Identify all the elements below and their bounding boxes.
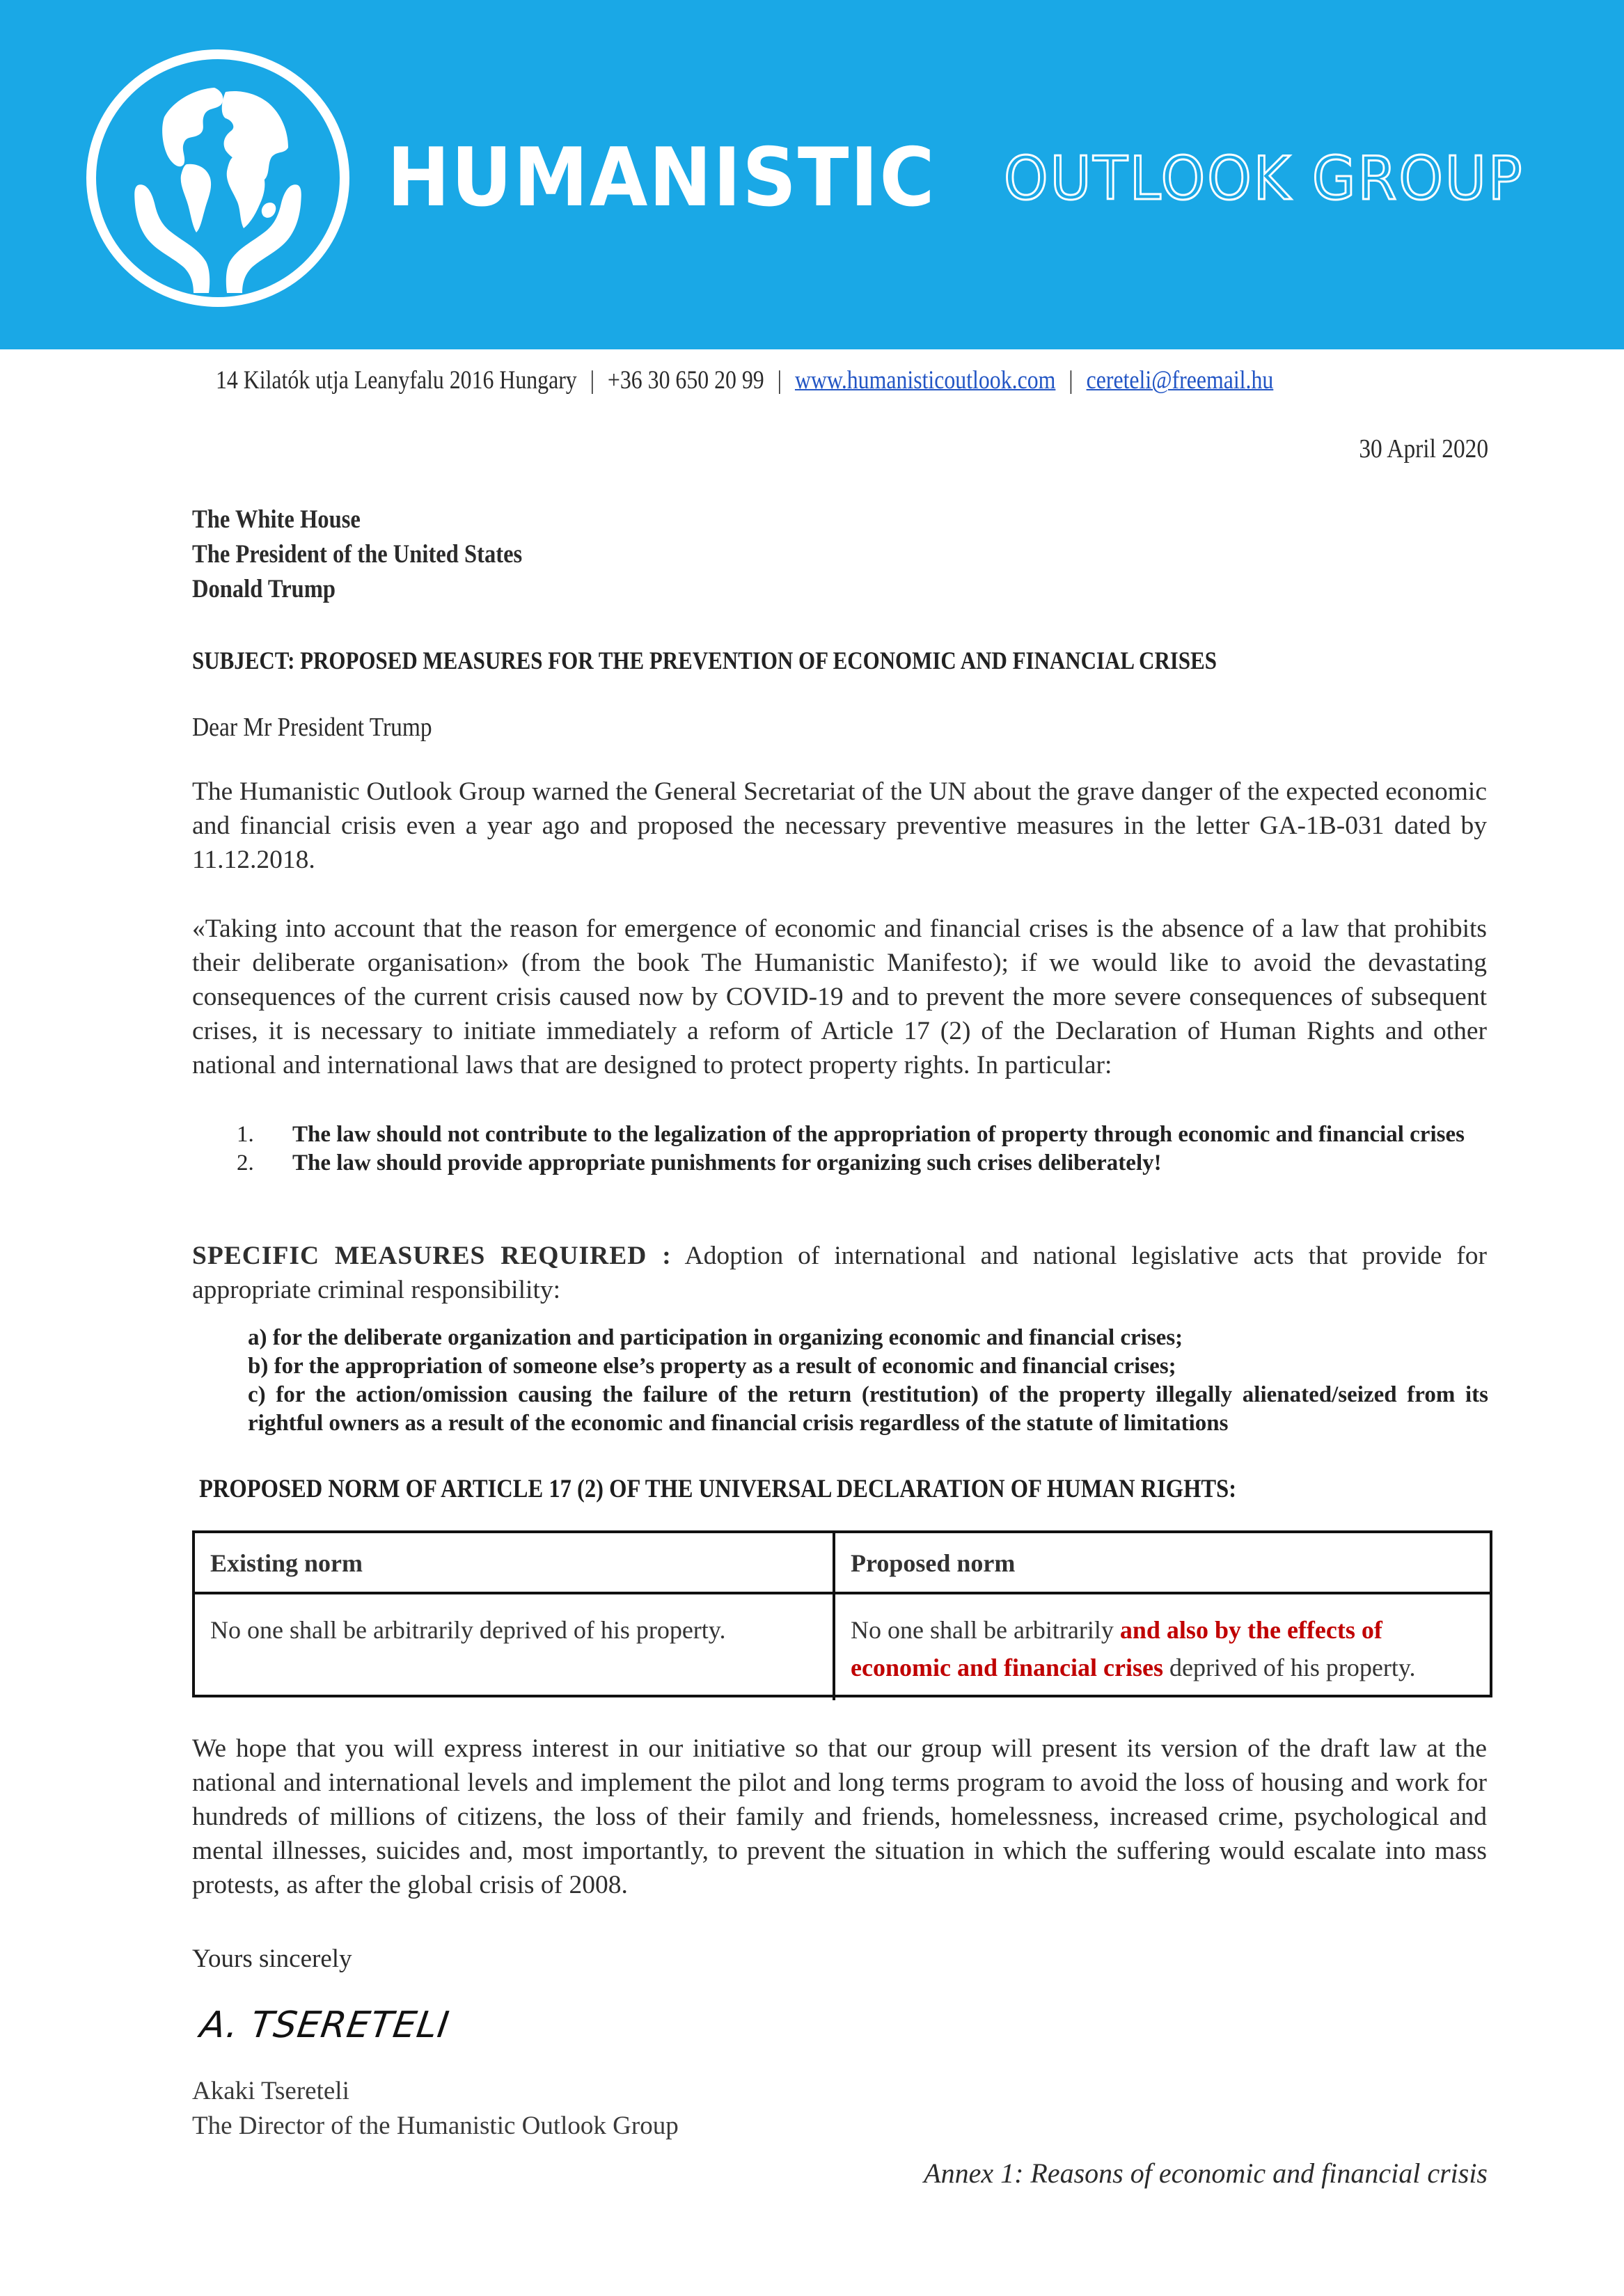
list-number: 2. [237,1150,254,1175]
annex-note: Annex 1: Reasons of economic and financial crisis [924,2158,1488,2189]
website-link[interactable]: www.humanisticoutlook.com [794,366,1056,395]
salutation: Dear Mr President Trump [192,713,432,742]
brand-name-bold: HUMANISTIC [387,131,936,225]
list-item [237,1149,1490,1178]
subject-line: SUBJECT: PROPOSED MEASURES FOR THE PREVENTION OF ECONOMIC AND FINANCIAL CRISES [192,647,1217,674]
recipient-line: The President of the United States [192,540,523,569]
recipient-block [192,502,1332,607]
list-item: b) for the appropriation of someone else’s property as a result of economic and financial crises; [248,1354,1176,1379]
signer-block [192,2074,1487,2144]
measures-lead: SPECIFIC MEASURES REQUIRED : [192,1242,672,1270]
proposed-norm-text [835,1594,1490,1700]
list-text: The law should not contribute to the legalization of the appropriation of property through economic and financial crises [292,1122,1465,1147]
paragraph-hope: We hope that you will express interest in our initiative so that our group will present its version of the draft law at the national and international levels and implement the pilot and long terms program to avoid the loss of housing and work for hundreds of millions of citizens, the loss of their family and friends, homelessness, increased crime, psychological and mental illnesses, suicides and, most importantly, to prevent the situation in which the suffering would escalate into mass protests, as after the global crisis of 2008. [192,1734,1487,1899]
closing: Yours sincerely [192,1945,352,1973]
list-item: c) for the action/omission causing the failure of the return (restitution) of the property illegally alienated/seized from its rightful owners as a result of the economic and financial crisis regardless of the statute of limitations [248,1382,1488,1436]
proposed-highlight: and also by the effects of economic and financial crises [851,1616,1382,1681]
header-existing: Existing norm [195,1533,835,1592]
phone: +36 30 650 20 99 [607,366,764,395]
separator: | [777,366,782,395]
address: 14 Kilatók utja Leanyfalu 2016 Hungary [216,366,577,395]
brand-name-light: OUTLOOK GROUP [1004,144,1524,214]
email-link[interactable]: cereteli@freemail.hu [1086,366,1274,395]
proposed-before: No one shall be arbitrarily [851,1616,1120,1644]
proposed-after: deprived of his property. [1162,1654,1416,1681]
list-item [237,1121,1490,1149]
paragraph-warning: The Humanistic Outlook Group warned the General Secretariat of the UN about the grave danger of the expected economic and financial crisis even a year ago and proposed the necessary preventive measures in the letter GA-1B-031 dated by 11.12.2018. [192,777,1487,874]
existing-norm-text: No one shall be arbitrarily deprived of his property. [195,1594,835,1700]
header-proposed: Proposed norm [851,1549,1016,1577]
list-number: 1. [237,1122,254,1147]
signer-title: The Director of the Humanistic Outlook Group [192,2112,679,2140]
globe-in-hands-icon [82,46,354,310]
letter-date: 30 April 2020 [1359,434,1488,464]
measures-list [248,1324,1488,1438]
numbered-list [237,1121,1490,1178]
norm-heading: PROPOSED NORM OF ARTICLE 17 (2) OF THE UNIVERSAL DECLARATION OF HUMAN RIGHTS: [199,1475,1237,1503]
list-item: a) for the deliberate organization and participation in organizing economic and financial crises; [248,1325,1183,1350]
signer-name: Akaki Tsereteli [192,2077,349,2105]
recipient-line: The White House [192,505,361,534]
contact-line [216,363,1273,398]
letterhead-banner [0,0,1624,349]
separator: | [1069,366,1073,395]
specific-measures [192,1239,1487,1307]
table-header-row [195,1533,1490,1594]
separator: | [590,366,595,395]
recipient-line: Donald Trump [192,575,336,603]
list-text: The law should provide appropriate punishments for organizing such crises deliberately! [292,1150,1162,1175]
signature: A. TSERETELI [197,2004,452,2046]
table-row [195,1594,1490,1700]
measures-text: Adoption of international and national legislative acts that provide for appropriate criminal responsibility: [192,1242,1487,1304]
paragraph-reform: «Taking into account that the reason for emergence of economic and financial crises is the absence of a law that prohibits their deliberate organisation» (from the book The Humanistic Manifesto); if we would like to avoid the devastating consequences of the current crisis caused now by COVID-19 and to prevent the more severe consequences of subsequent crises, it is necessary to initiate immediately a reform of Article 17 (2) of the Declaration of Human Rights and other national and international laws that are designed to protect property rights. In particular: [192,915,1487,1079]
norm-table [192,1530,1492,1697]
